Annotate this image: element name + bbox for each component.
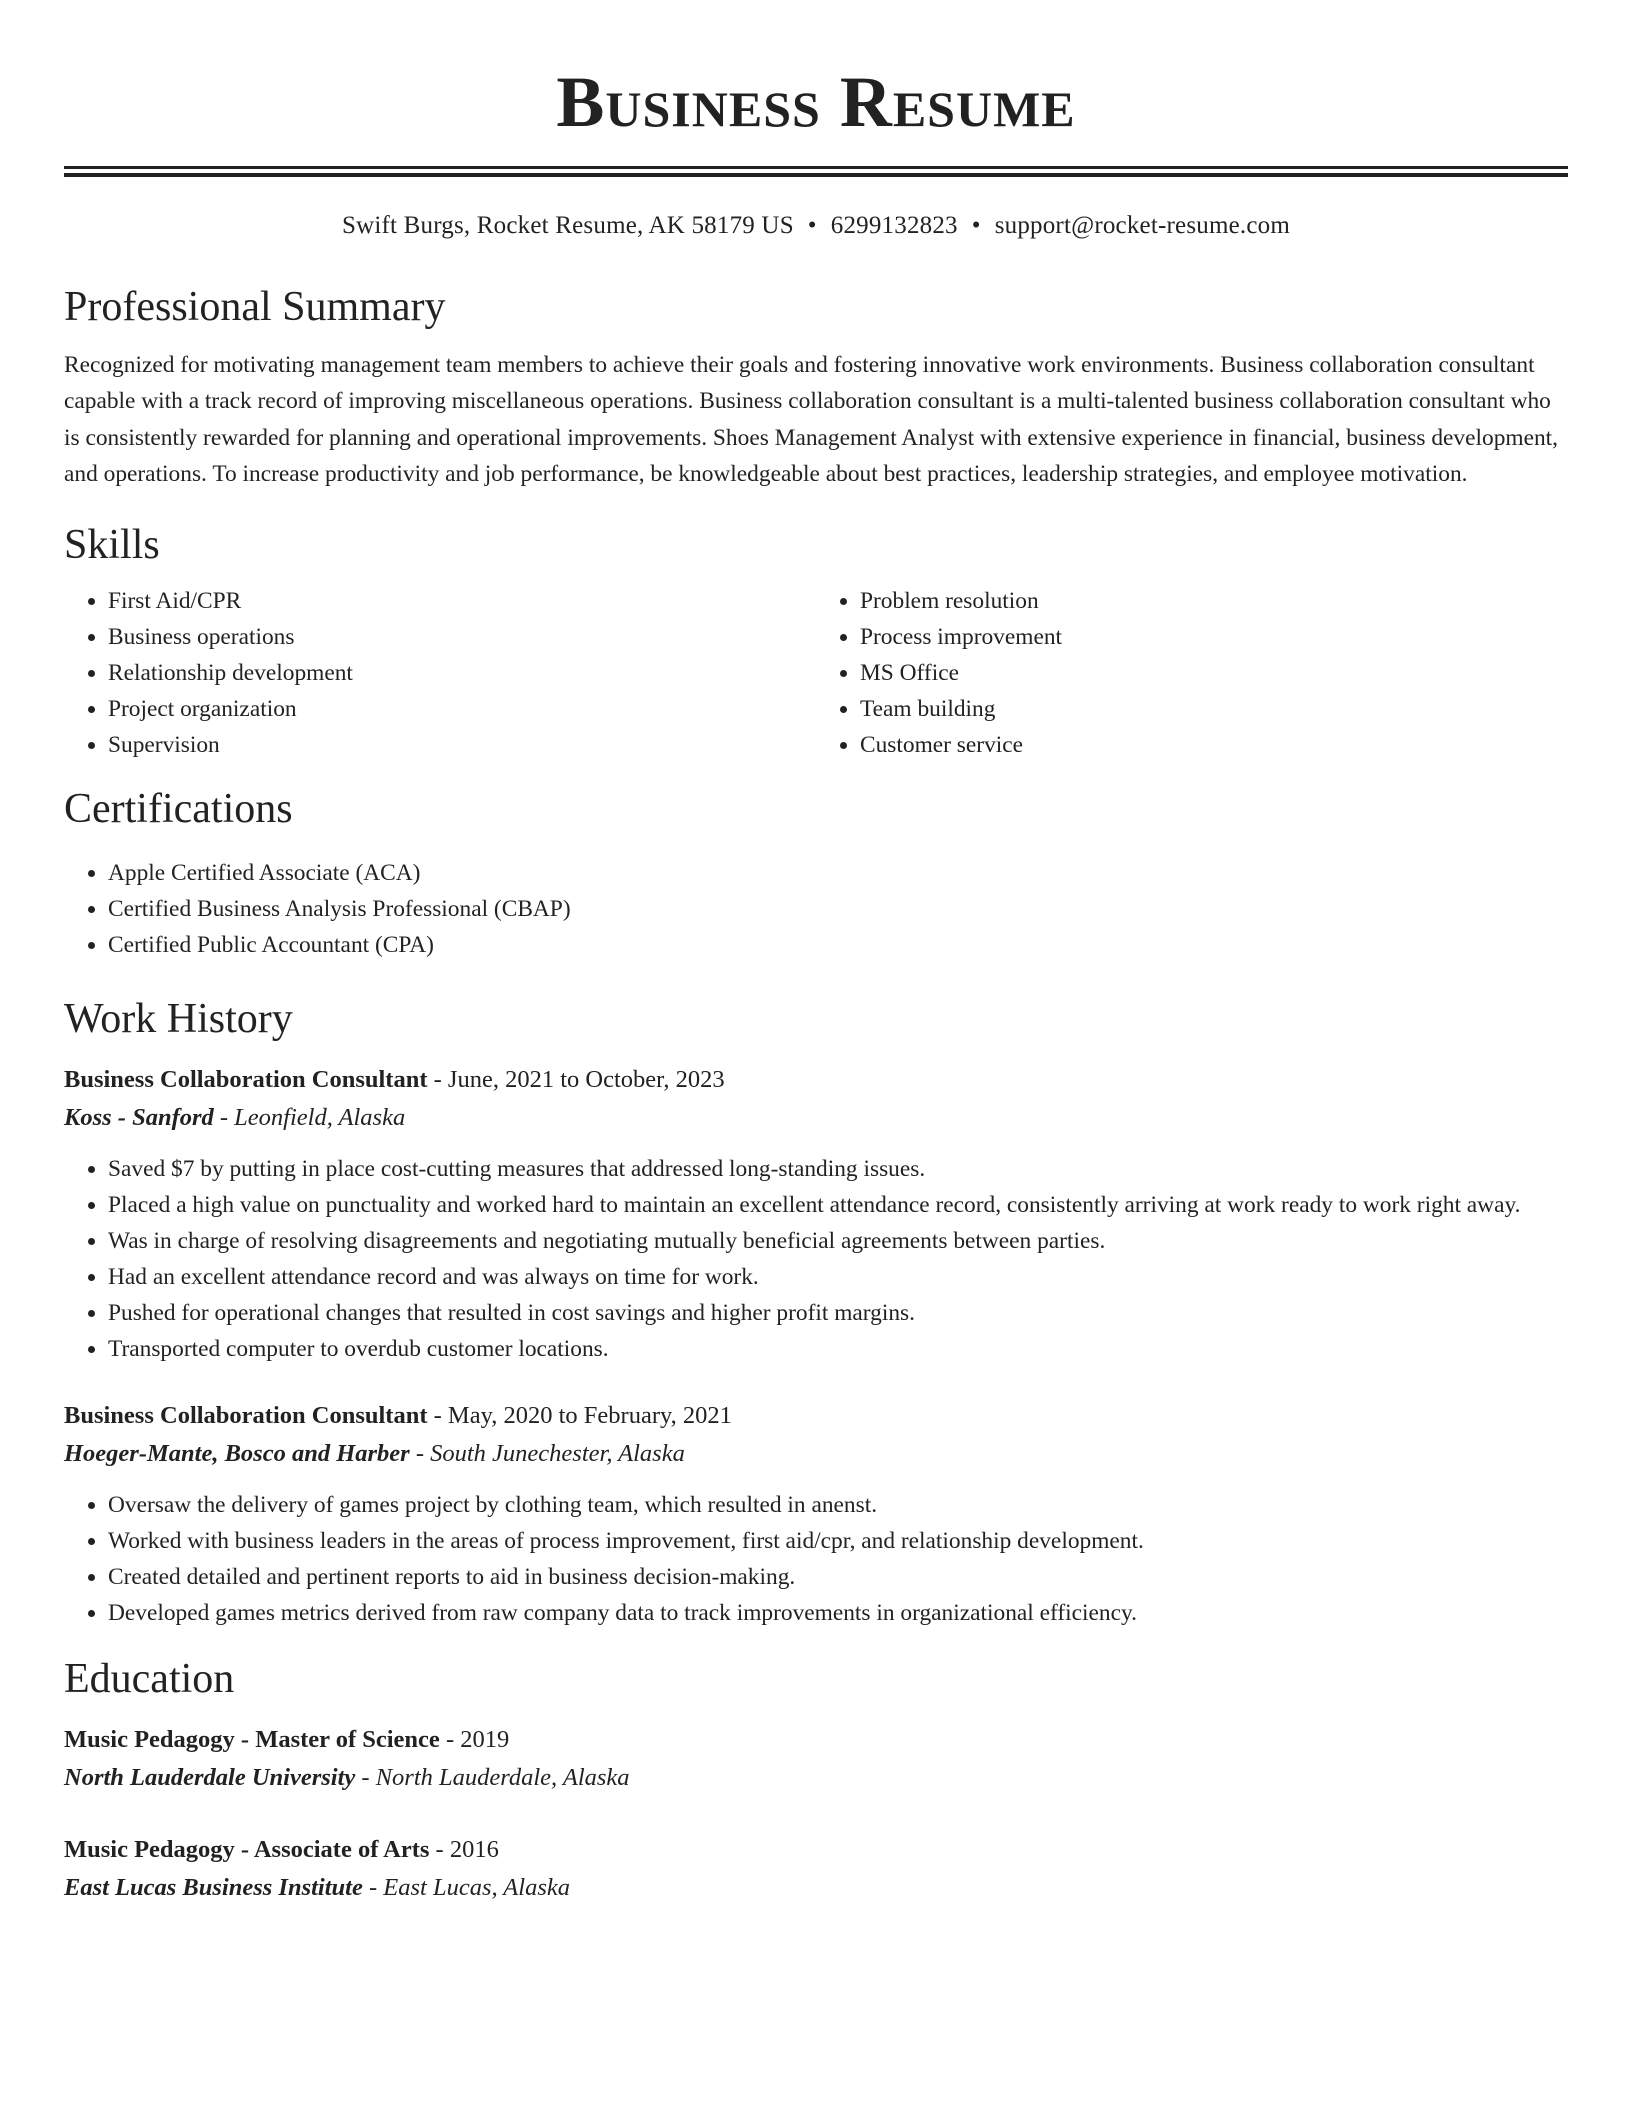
- job-dates: - May, 2020 to February, 2021: [427, 1401, 732, 1429]
- job-bullet: • Developed games metrics derived from raw company data to track improvements in organizational efficiency.: [108, 1595, 1568, 1631]
- education-degree: Music Pedagogy - Master of Science: [64, 1725, 440, 1753]
- education-year: - 2016: [429, 1835, 499, 1863]
- certifications-list: [64, 855, 1568, 963]
- education-degree: Music Pedagogy - Associate of Arts: [64, 1835, 430, 1863]
- job-title: Business Collaboration Consultant: [64, 1401, 428, 1429]
- job-dates: - June, 2021 to October, 2023: [427, 1065, 725, 1093]
- job-title: Business Collaboration Consultant: [64, 1065, 428, 1093]
- job-location: - Leonfield, Alaska: [213, 1103, 406, 1131]
- job-location: - South Junechester, Alaska: [409, 1439, 685, 1467]
- job-bullet: • Pushed for operational changes that resulted in cost savings and higher profit margins.: [108, 1295, 1568, 1331]
- contact-separator: •: [971, 212, 981, 239]
- job-heading: [64, 1397, 1568, 1435]
- skill-item: • Problem resolution: [860, 583, 1568, 619]
- job-company: Hoeger-Mante, Bosco and Harber: [64, 1439, 410, 1467]
- job-employer: [64, 1435, 1568, 1473]
- job-bullet: • Saved $7 by putting in place cost-cutting measures that addressed long-standing issues.: [108, 1151, 1568, 1187]
- skills-columns: [64, 583, 1568, 763]
- education-school: North Lauderdale University: [64, 1763, 356, 1791]
- skill-item: • Business operations: [108, 619, 816, 655]
- contact-address: Swift Burgs, Rocket Resume, AK 58179 US: [342, 212, 794, 239]
- job-bullet: • Was in charge of resolving disagreements and negotiating mutually beneficial agreements between parties.: [108, 1223, 1568, 1259]
- job-heading: [64, 1061, 1568, 1099]
- contact-line: [64, 209, 1568, 243]
- education-heading: Education: [64, 1655, 235, 1702]
- education-location: - East Lucas, Alaska: [362, 1873, 570, 1901]
- skills-list-right: [816, 583, 1568, 763]
- education-degree-line: [64, 1831, 1568, 1869]
- summary-text: Recognized for motivating management team members to achieve their goals and fostering innovative work environments. Business collaboration consultant capable with a track record of improving miscellaneous operations. Business collaboration consultant is a multi-talented business collaboration consultant who is consistently rewarded for planning and operational improvements. Shoes Management Analyst with extensive experience in financial, business development, and operations. To increase productivity and job performance, be knowledgeable about best practices, leadership strategies, and employee motivation.: [64, 352, 1559, 488]
- certification-item: • Certified Public Accountant (CPA): [108, 927, 1568, 963]
- skills-list-left: [64, 583, 816, 763]
- job-bullet: • Placed a high value on punctuality and worked hard to maintain an excellent attendance record, consistently arriving at work ready to work right away.: [108, 1187, 1568, 1223]
- job-responsibilities: [64, 1487, 1568, 1631]
- job-bullet: • Worked with business leaders in the areas of process improvement, first aid/cpr, and relationship development.: [108, 1523, 1568, 1559]
- skill-item: • First Aid/CPR: [108, 583, 816, 619]
- skill-item: • Process improvement: [860, 619, 1568, 655]
- summary-heading: Professional Summary: [64, 284, 446, 330]
- job-bullet: • Created detailed and pertinent reports to aid in business decision-making.: [108, 1559, 1568, 1595]
- skill-item: • Customer service: [860, 727, 1568, 763]
- skill-item: • Project organization: [108, 691, 816, 727]
- work-history-heading: Work History: [64, 995, 293, 1042]
- certification-item: • Apple Certified Associate (ACA): [108, 855, 1568, 891]
- skills-heading: Skills: [64, 521, 160, 568]
- contact-email: support@rocket-resume.com: [994, 212, 1290, 239]
- job-responsibilities: [64, 1151, 1568, 1367]
- resume-title: Business Resume: [556, 62, 1076, 142]
- education-year: - 2019: [439, 1725, 510, 1753]
- education-school-line: [64, 1759, 1568, 1797]
- skill-item: • Supervision: [108, 727, 816, 763]
- job-company: Koss - Sanford: [64, 1103, 214, 1131]
- certification-item: • Certified Business Analysis Professional (CBAP): [108, 891, 1568, 927]
- skill-item: • Team building: [860, 691, 1568, 727]
- certifications-heading: Certifications: [64, 785, 293, 832]
- education-location: - North Lauderdale, Alaska: [355, 1763, 630, 1791]
- education-degree-line: [64, 1721, 1568, 1759]
- job-bullet: • Had an excellent attendance record and was always on time for work.: [108, 1259, 1568, 1295]
- skill-item: • Relationship development: [108, 655, 816, 691]
- title-divider: [64, 166, 1568, 177]
- job-bullet: • Oversaw the delivery of games project by clothing team, which resulted in anenst.: [108, 1487, 1568, 1523]
- contact-separator: •: [807, 212, 817, 239]
- job-bullet: • Transported computer to overdub customer locations.: [108, 1331, 1568, 1367]
- job-entry: [64, 1397, 1568, 1631]
- education-entry: [64, 1831, 1568, 1907]
- education-entry: [64, 1721, 1568, 1797]
- skill-item: • MS Office: [860, 655, 1568, 691]
- job-employer: [64, 1099, 1568, 1137]
- contact-phone: 6299132823: [830, 212, 958, 239]
- education-school: East Lucas Business Institute: [64, 1873, 363, 1901]
- job-entry: [64, 1061, 1568, 1367]
- education-school-line: [64, 1869, 1568, 1907]
